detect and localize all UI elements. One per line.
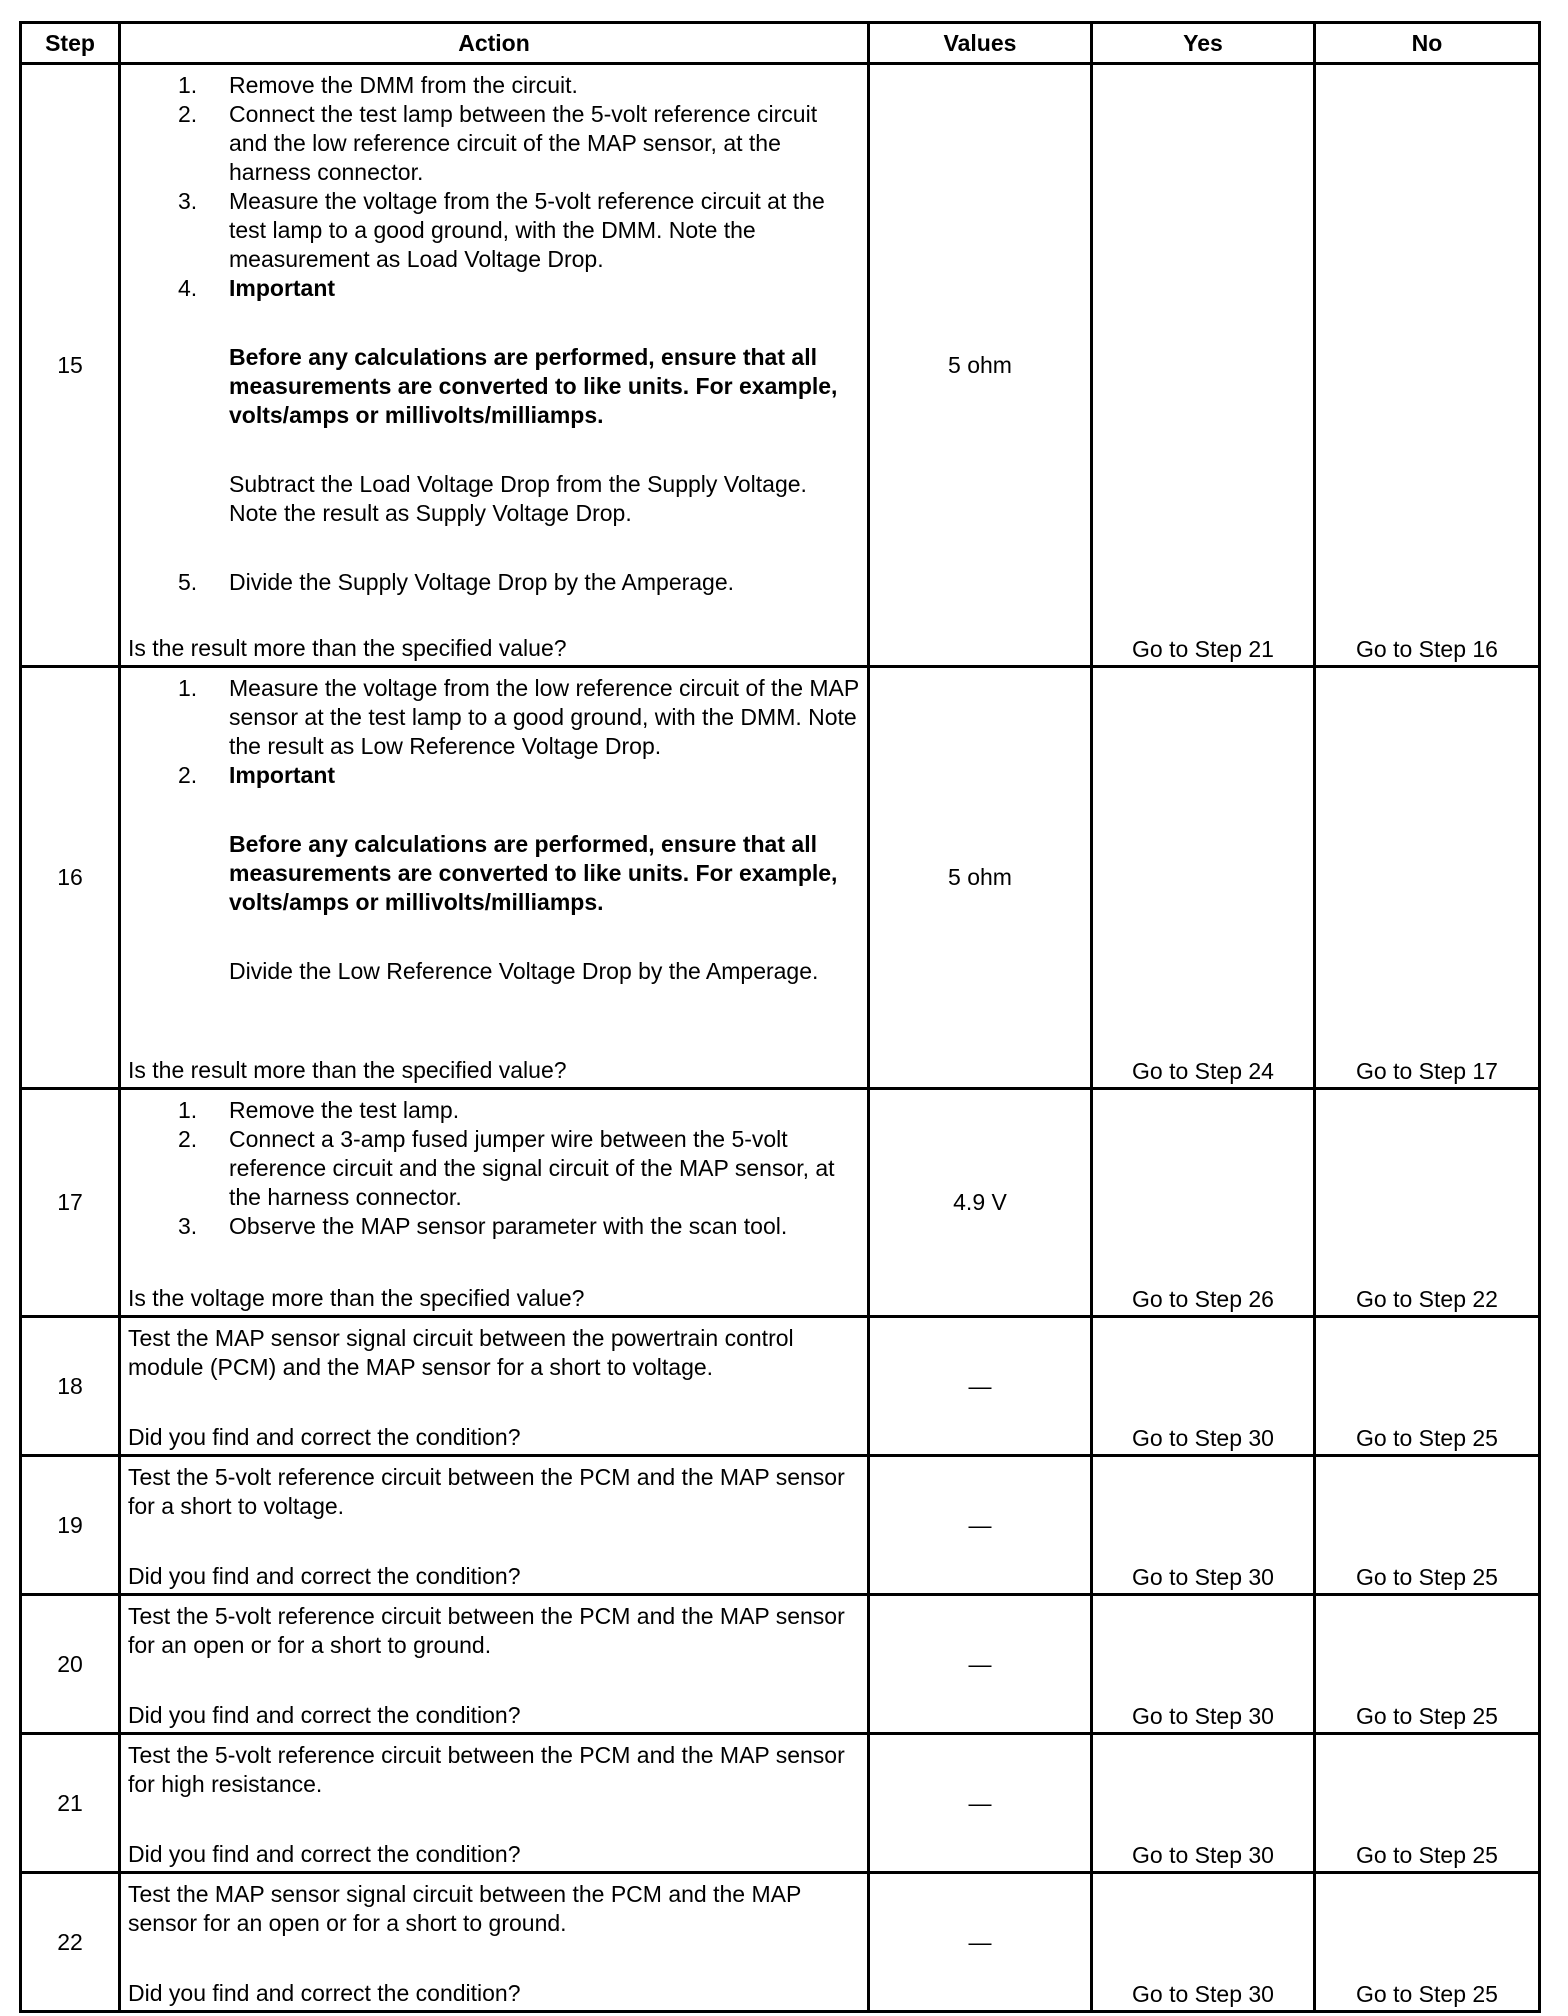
action-cell	[120, 1089, 869, 1317]
header-values: Values	[869, 23, 1092, 64]
action-cell	[120, 1317, 869, 1456]
step-number: 19	[21, 1456, 120, 1595]
step-number: 15	[21, 64, 120, 667]
list-item: 2. Connect the test lamp between the 5-volt reference circuit and the low reference circuit of the MAP sensor, at the harness connector.	[178, 101, 818, 185]
yes-cell: Go to Step 30	[1092, 1595, 1315, 1734]
step-number: 16	[21, 667, 120, 1089]
question-text: Is the voltage more than the specified value?	[128, 1285, 585, 1311]
header-action: Action	[120, 23, 869, 64]
value-cell: —	[869, 1456, 1092, 1595]
instruction-text: Test the 5-volt reference circuit between the PCM and the MAP sensor for an open or for a short to ground.	[128, 1603, 845, 1658]
action-cell	[120, 667, 869, 1089]
action-cell	[120, 1734, 869, 1873]
question-text: Did you find and correct the condition?	[128, 1563, 521, 1589]
instruction-text: Test the 5-volt reference circuit between the PCM and the MAP sensor for high resistance.	[128, 1742, 845, 1797]
step-number: 22	[21, 1873, 120, 2012]
table-row	[21, 64, 1540, 667]
yes-cell: Go to Step 21	[1092, 64, 1315, 667]
step-number: 18	[21, 1317, 120, 1456]
list-item: 1. Remove the DMM from the circuit.	[178, 72, 578, 98]
action-cell	[120, 1456, 869, 1595]
question-text: Did you find and correct the condition?	[128, 1980, 521, 2006]
no-cell: Go to Step 25	[1315, 1456, 1540, 1595]
step-number: 17	[21, 1089, 120, 1317]
question-text: Is the result more than the specified value?	[128, 635, 567, 661]
instruction-text: Divide the Low Reference Voltage Drop by the Amperage.	[229, 958, 819, 984]
yes-cell: Go to Step 30	[1092, 1734, 1315, 1873]
list-item: 3. Observe the MAP sensor parameter with the scan tool.	[178, 1213, 788, 1239]
table-row	[21, 1734, 1540, 1873]
value-cell: 5 ohm	[869, 667, 1092, 1089]
list-item: 1. Measure the voltage from the low reference circuit of the MAP sensor at the test lamp to a good ground, with the DMM. Note the result as Low Reference Voltage Drop.	[178, 675, 859, 759]
no-cell: Go to Step 25	[1315, 1317, 1540, 1456]
list-item: 3. Measure the voltage from the 5-volt reference circuit at the test lamp to a good ground, with the DMM. Note the measurement as Load Voltage Drop.	[178, 188, 825, 272]
step-number: 21	[21, 1734, 120, 1873]
instruction-text: Test the 5-volt reference circuit between the PCM and the MAP sensor for a short to voltage.	[128, 1464, 845, 1519]
table-row	[21, 1873, 1540, 2012]
table-row	[21, 667, 1540, 1089]
question-text: Did you find and correct the condition?	[128, 1424, 521, 1450]
table-row	[21, 1595, 1540, 1734]
value-cell: 5 ohm	[869, 64, 1092, 667]
instruction-text: Subtract the Load Voltage Drop from the Supply Voltage. Note the result as Supply Voltage Drop.	[229, 471, 807, 526]
action-cell	[120, 1873, 869, 2012]
value-cell: —	[869, 1317, 1092, 1456]
header-no: No	[1315, 23, 1540, 64]
no-cell: Go to Step 17	[1315, 667, 1540, 1089]
no-cell: Go to Step 16	[1315, 64, 1540, 667]
table-row	[21, 1317, 1540, 1456]
action-cell	[120, 1595, 869, 1734]
question-text: Is the result more than the specified value?	[128, 1057, 567, 1083]
list-item: 5. Divide the Supply Voltage Drop by the Amperage.	[178, 569, 735, 595]
yes-cell: Go to Step 24	[1092, 667, 1315, 1089]
yes-cell: Go to Step 30	[1092, 1456, 1315, 1595]
instruction-text: Test the MAP sensor signal circuit between the PCM and the MAP sensor for an open or for a short to ground.	[128, 1881, 801, 1936]
value-cell: 4.9 V	[869, 1089, 1092, 1317]
list-item: 1. Remove the test lamp.	[178, 1097, 460, 1123]
list-item: 2. Connect a 3-amp fused jumper wire between the 5-volt reference circuit and the signal circuit of the MAP sensor, at the harness connector.	[178, 1126, 835, 1210]
value-cell: —	[869, 1873, 1092, 2012]
important-note: Before any calculations are performed, ensure that all measurements are converted to like units. For example, volts/amps or millivolts/milliamps.	[229, 831, 838, 915]
table-row	[21, 1089, 1540, 1317]
header-step: Step	[21, 23, 120, 64]
yes-cell: Go to Step 26	[1092, 1089, 1315, 1317]
no-cell: Go to Step 25	[1315, 1873, 1540, 2012]
diagnostic-table	[19, 21, 1541, 2013]
table-row	[21, 1456, 1540, 1595]
list-item: 4. Important Before any calculations are performed, ensure that all measurements are converted to like units. For example, volts/amps or millivolts/milliamps. Subtract the Load Voltage Drop from the Supply Voltage. Note the result as Supply Voltage Drop.	[128, 274, 861, 528]
no-cell: Go to Step 25	[1315, 1595, 1540, 1734]
value-cell: —	[869, 1595, 1092, 1734]
yes-cell: Go to Step 30	[1092, 1873, 1315, 2012]
question-text: Did you find and correct the condition?	[128, 1841, 521, 1867]
step-number: 20	[21, 1595, 120, 1734]
header-yes: Yes	[1092, 23, 1315, 64]
value-cell: —	[869, 1734, 1092, 1873]
instruction-text: Test the MAP sensor signal circuit between the powertrain control module (PCM) and the MAP sensor for a short to voltage.	[128, 1325, 794, 1380]
action-cell	[120, 64, 869, 667]
list-item: 2. Important Before any calculations are performed, ensure that all measurements are converted to like units. For example, volts/amps or millivolts/milliamps. Divide the Low Reference Voltage Drop by the Amperage.	[128, 761, 861, 986]
no-cell: Go to Step 25	[1315, 1734, 1540, 1873]
no-cell: Go to Step 22	[1315, 1089, 1540, 1317]
yes-cell: Go to Step 30	[1092, 1317, 1315, 1456]
important-note: Before any calculations are performed, ensure that all measurements are converted to like units. For example, volts/amps or millivolts/milliamps.	[229, 344, 838, 428]
header-row	[21, 23, 1540, 64]
question-text: Did you find and correct the condition?	[128, 1702, 521, 1728]
